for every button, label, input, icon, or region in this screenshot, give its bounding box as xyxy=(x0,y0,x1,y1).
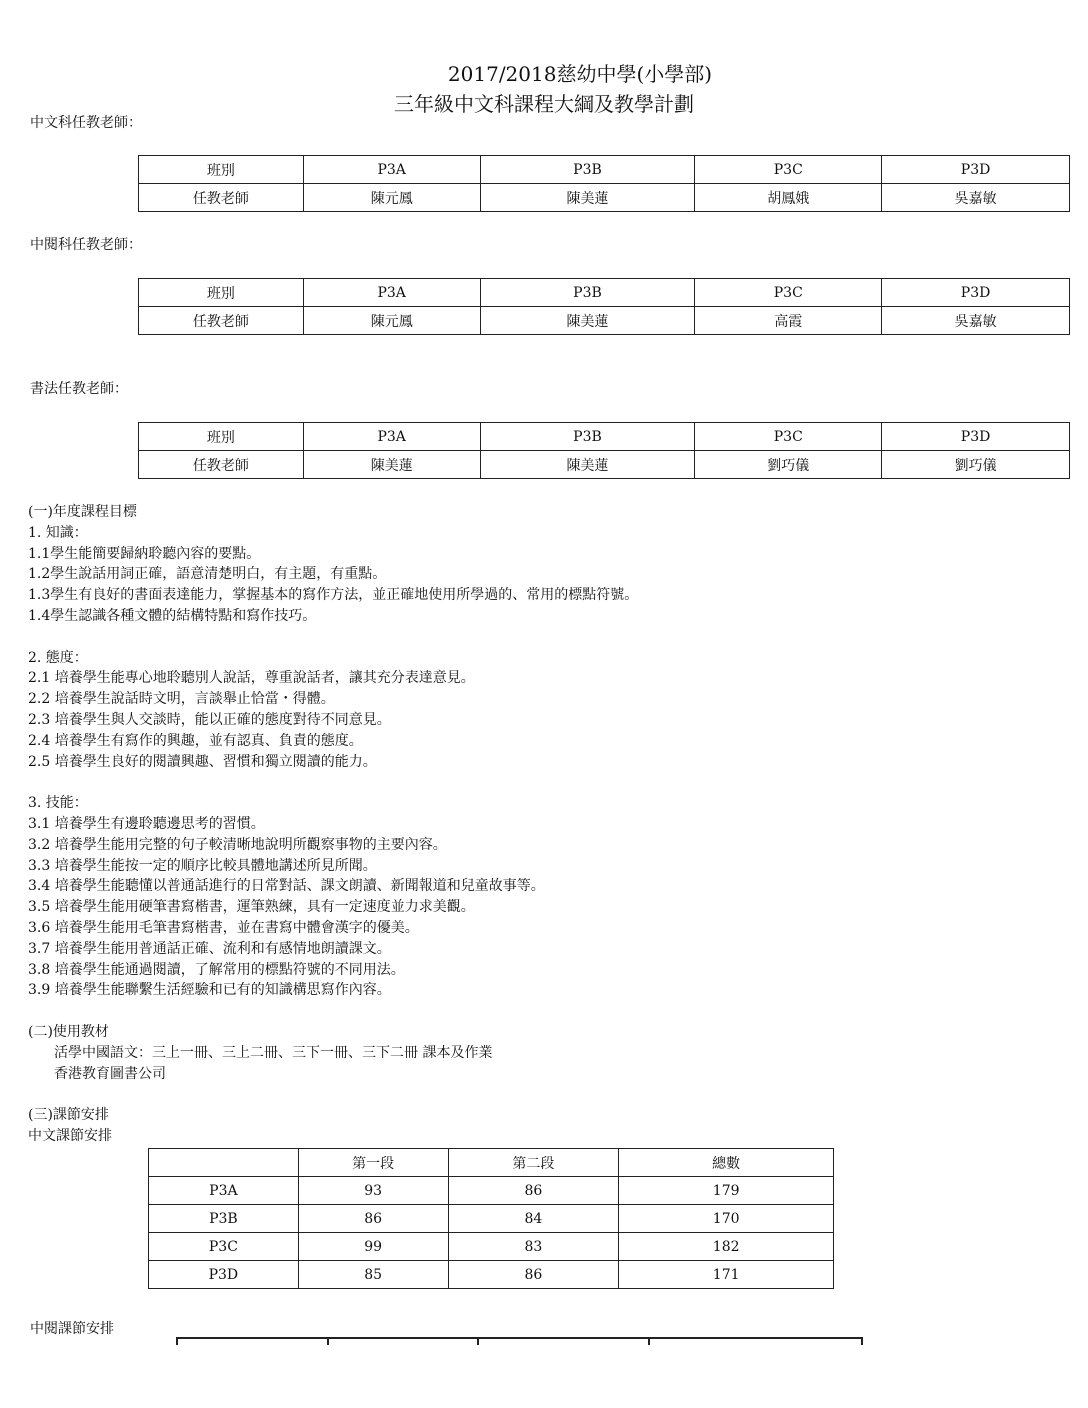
table-cell: 陳美蓮 xyxy=(480,307,695,335)
list-item: 2.1 培養學生能專心地聆聽別人說話，尊重說話者，讓其充分表達意見。 xyxy=(28,670,475,687)
table-cell: P3B xyxy=(480,156,695,184)
list-item: 3.3 培養學生能按一定的順序比較具體地講述所見所聞。 xyxy=(28,857,377,874)
list-item: 3.4 培養學生能聽懂以普通話進行的日常對話、課文朗讀、新聞報道和兒童故事等。 xyxy=(28,878,545,895)
table-cell: P3A xyxy=(303,156,480,184)
table-cell: P3D xyxy=(882,156,1070,184)
table-cell: P3B xyxy=(149,1205,299,1233)
list-item: 3.7 培養學生能用普通話正確、流利和有感情地朗讀課文。 xyxy=(28,940,391,957)
chinese-teacher-table xyxy=(138,155,1070,212)
table-row xyxy=(149,1233,834,1261)
document-title: 2017/2018慈幼中學(小學部) xyxy=(447,62,713,86)
list-item: 3.8 培養學生能通過閱讀，了解常用的標點符號的不同用法。 xyxy=(28,961,405,978)
list-item: 3.5 培養學生能用硬筆書寫楷書，運筆熟練，具有一定速度並力求美觀。 xyxy=(28,899,475,916)
list-item: 1.3學生有良好的書面表達能力，掌握基本的寫作方法，並正確地使用所學過的、常用的標點符號。 xyxy=(28,587,639,604)
table-cell: 171 xyxy=(619,1261,834,1289)
group-title: 2. 態度： xyxy=(28,649,88,666)
next-table-divider xyxy=(176,1337,178,1345)
table-cell: 任教老師 xyxy=(139,451,304,479)
group-title: 3. 技能： xyxy=(28,795,88,812)
table-cell: 任教老師 xyxy=(139,184,304,212)
publisher-line: 香港教育圖書公司 xyxy=(54,1065,166,1082)
table-cell: 84 xyxy=(448,1205,619,1233)
table-cell: P3B xyxy=(480,423,695,451)
table-cell: 85 xyxy=(298,1261,448,1289)
reading-lessons-label: 中閱課節安排 xyxy=(30,1321,114,1337)
table-cell: 班別 xyxy=(139,423,304,451)
table-cell: P3A xyxy=(303,279,480,307)
list-item: 1.2學生說話用詞正確，語意清楚明白，有主題，有重點。 xyxy=(28,566,387,583)
table-cell: P3A xyxy=(149,1177,299,1205)
table-row xyxy=(139,156,1070,184)
table-row xyxy=(149,1149,834,1177)
list-item: 3.1 培養學生有邊聆聽邊思考的習慣。 xyxy=(28,815,265,832)
document-subtitle: 三年級中文科課程大綱及教學計劃 xyxy=(394,92,694,116)
table-cell: 179 xyxy=(619,1177,834,1205)
chinese-lessons-table xyxy=(148,1148,834,1289)
table-row xyxy=(139,279,1070,307)
table-row xyxy=(139,423,1070,451)
table-cell: 93 xyxy=(298,1177,448,1205)
table-row xyxy=(139,184,1070,212)
table-cell: 陳美蓮 xyxy=(303,451,480,479)
section-heading: (二)使用教材 xyxy=(28,1023,109,1040)
table-cell xyxy=(149,1149,299,1177)
section-heading: (一)年度課程目標 xyxy=(28,504,137,520)
table-row xyxy=(139,307,1070,335)
table-cell: 劉巧儀 xyxy=(882,451,1070,479)
table-cell: 陳元鳳 xyxy=(303,307,480,335)
table-cell: 班別 xyxy=(139,156,304,184)
table-cell: 吳嘉敏 xyxy=(882,307,1070,335)
table-row xyxy=(149,1177,834,1205)
list-item: 2.2 培養學生說話時文明，言談舉止恰當・得體。 xyxy=(28,691,335,708)
table-cell: P3C xyxy=(695,423,882,451)
table-cell: 第二段 xyxy=(448,1149,619,1177)
table-cell: 高霞 xyxy=(695,307,882,335)
table-cell: 吳嘉敏 xyxy=(882,184,1070,212)
next-table-divider xyxy=(327,1337,329,1345)
list-item: 2.3 培養學生與人交談時，能以正確的態度對待不同意見。 xyxy=(28,711,391,728)
table-row xyxy=(149,1261,834,1289)
chinese-lessons-label: 中文課節安排 xyxy=(28,1127,112,1144)
next-table-divider xyxy=(477,1337,479,1345)
reading-teacher-label: 中閱科任教老師： xyxy=(30,237,142,253)
table-cell: 胡鳳娥 xyxy=(695,184,882,212)
table-cell: P3B xyxy=(480,279,695,307)
list-item: 3.9 培養學生能聯繫生活經驗和已有的知識構思寫作內容。 xyxy=(28,982,391,999)
table-cell: 班別 xyxy=(139,279,304,307)
table-cell: 陳美蓮 xyxy=(480,451,695,479)
table-cell: 170 xyxy=(619,1205,834,1233)
table-cell: P3C xyxy=(695,279,882,307)
next-table-divider xyxy=(861,1337,863,1345)
table-cell: 陳元鳳 xyxy=(303,184,480,212)
chinese-teacher-label: 中文科任教老師： xyxy=(30,115,142,131)
course-goals-section xyxy=(28,502,638,1147)
table-cell: P3C xyxy=(149,1233,299,1261)
table-row xyxy=(149,1205,834,1233)
table-cell: 99 xyxy=(298,1233,448,1261)
table-cell: 任教老師 xyxy=(139,307,304,335)
table-cell: P3D xyxy=(149,1261,299,1289)
table-cell: 83 xyxy=(448,1233,619,1261)
table-cell: 陳美蓮 xyxy=(480,184,695,212)
table-cell: P3C xyxy=(695,156,882,184)
table-cell: 86 xyxy=(448,1177,619,1205)
table-cell: 86 xyxy=(448,1261,619,1289)
calligraphy-teacher-table xyxy=(138,422,1070,479)
list-item: 3.6 培養學生能用毛筆書寫楷書，並在書寫中體會漢字的優美。 xyxy=(28,919,419,936)
reading-teacher-table xyxy=(138,278,1070,335)
next-table-top-border xyxy=(176,1337,862,1339)
list-item: 2.5 培養學生良好的閱讀興趣、習慣和獨立閱讀的能力。 xyxy=(28,753,377,770)
table-cell: P3D xyxy=(882,423,1070,451)
table-cell: P3A xyxy=(303,423,480,451)
list-item: 1.4學生認識各種文體的結構特點和寫作技巧。 xyxy=(28,607,317,624)
list-item: 3.2 培養學生能用完整的句子較清晰地說明所觀察事物的主要內容。 xyxy=(28,836,447,853)
next-table-divider xyxy=(648,1337,650,1345)
calligraphy-teacher-label: 書法任教老師： xyxy=(30,381,128,397)
table-cell: 劉巧儀 xyxy=(695,451,882,479)
group-title: 1. 知識： xyxy=(28,524,88,541)
section-heading: (三)課節安排 xyxy=(28,1107,109,1124)
table-cell: 86 xyxy=(298,1205,448,1233)
table-cell: 182 xyxy=(619,1233,834,1261)
table-cell: P3D xyxy=(882,279,1070,307)
table-row xyxy=(139,451,1070,479)
list-item: 2.4 培養學生有寫作的興趣，並有認真、負責的態度。 xyxy=(28,732,363,749)
textbook-line: 活學中國語文：三上一冊、三上二冊、三下一冊、三下二冊 課本及作業 xyxy=(54,1044,493,1061)
list-item: 1.1學生能簡要歸納聆聽內容的要點。 xyxy=(28,545,261,562)
table-cell: 總數 xyxy=(619,1149,834,1177)
table-cell: 第一段 xyxy=(298,1149,448,1177)
